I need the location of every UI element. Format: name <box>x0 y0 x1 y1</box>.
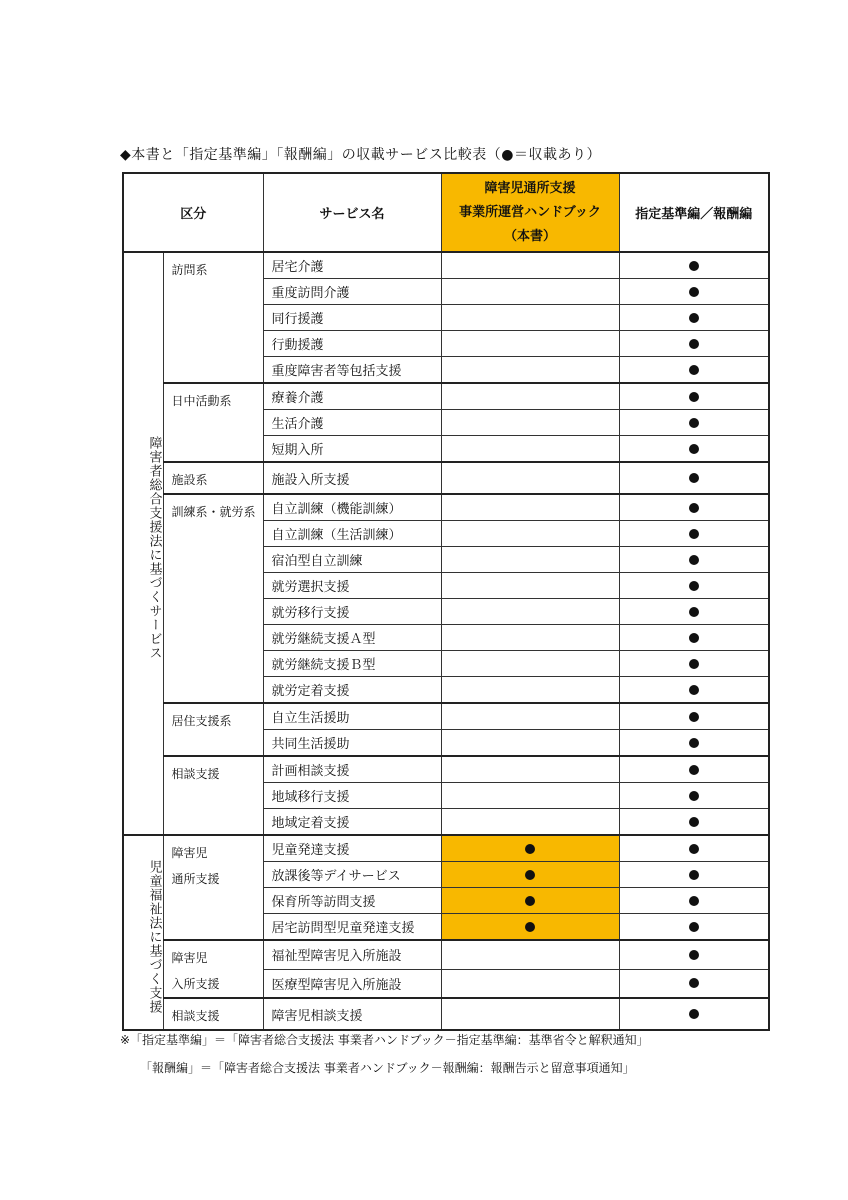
included-dot-icon <box>689 555 699 565</box>
other-cell <box>619 888 769 914</box>
included-dot-icon <box>689 791 699 801</box>
other-cell <box>619 625 769 651</box>
included-dot-icon <box>689 473 699 483</box>
table-row <box>123 940 769 969</box>
footnote-1: ※「指定基準編」＝「障害者総合支援法 事業者ハンドブック－指定基準編：基準省令と解釈通知」 <box>120 1033 649 1047</box>
book-cell <box>441 625 619 651</box>
other-cell <box>619 462 769 494</box>
other-cell <box>619 436 769 463</box>
included-dot-icon <box>525 844 535 854</box>
other-cell <box>619 914 769 941</box>
other-cell <box>619 835 769 862</box>
book-cell <box>441 914 619 941</box>
subgroup-label <box>163 494 263 703</box>
table-row <box>123 252 769 279</box>
service-name: 地域定着支援 <box>263 809 441 836</box>
included-dot-icon <box>689 418 699 428</box>
subgroup-label-line: 障害児 <box>171 951 208 965</box>
service-name: 自立生活援助 <box>263 703 441 730</box>
book-cell <box>441 888 619 914</box>
book-cell <box>441 331 619 357</box>
included-dot-icon <box>689 765 699 775</box>
included-dot-icon <box>689 712 699 722</box>
other-cell <box>619 599 769 625</box>
other-cell <box>619 279 769 305</box>
service-name: 重度訪問介護 <box>263 279 441 305</box>
subgroup-label <box>163 703 263 756</box>
book-cell <box>441 357 619 384</box>
other-cell <box>619 547 769 573</box>
footnote-2: 「報酬編」＝「障害者総合支援法 事業者ハンドブック－報酬編：報酬告示と留意事項通知」 <box>140 1061 635 1075</box>
included-dot-icon <box>689 529 699 539</box>
included-dot-icon <box>689 896 699 906</box>
included-dot-icon <box>689 365 699 375</box>
service-name: 重度障害者等包括支援 <box>263 357 441 384</box>
included-dot-icon <box>689 261 699 271</box>
book-cell <box>441 677 619 704</box>
service-name: 同行援護 <box>263 305 441 331</box>
service-name: 放課後等デイサービス <box>263 862 441 888</box>
table-row <box>123 835 769 862</box>
service-name: 計画相談支援 <box>263 756 441 783</box>
service-name: 療養介護 <box>263 383 441 410</box>
other-cell <box>619 410 769 436</box>
other-cell <box>619 305 769 331</box>
included-dot-icon <box>689 444 699 454</box>
included-dot-icon <box>689 503 699 513</box>
included-dot-icon <box>689 313 699 323</box>
included-dot-icon <box>689 922 699 932</box>
included-dot-icon <box>689 870 699 880</box>
other-cell <box>619 252 769 279</box>
book-cell <box>441 862 619 888</box>
subgroup-label-line: 相談支援 <box>171 1009 220 1023</box>
book-cell <box>441 521 619 547</box>
book-cell <box>441 835 619 862</box>
book-cell <box>441 383 619 410</box>
other-cell <box>619 703 769 730</box>
subgroup-label-line: 訪問系 <box>171 263 208 277</box>
book-cell <box>441 599 619 625</box>
header-row <box>123 173 769 252</box>
service-name: 保育所等訪問支援 <box>263 888 441 914</box>
book-cell <box>441 410 619 436</box>
book-cell <box>441 494 619 521</box>
page-title: ◆本書と「指定基準編」「報酬編」の収載サービス比較表（●＝収載あり） <box>120 147 601 163</box>
subgroup-label <box>163 756 263 835</box>
included-dot-icon <box>525 870 535 880</box>
service-name: 施設入所支援 <box>263 462 441 494</box>
included-dot-icon <box>689 844 699 854</box>
subgroup-label <box>163 252 263 383</box>
service-name: 就労継続支援Ａ型 <box>263 625 441 651</box>
other-cell <box>619 940 769 969</box>
included-dot-icon <box>689 339 699 349</box>
book-cell <box>441 573 619 599</box>
table-row <box>123 462 769 494</box>
other-cell <box>619 756 769 783</box>
other-cell <box>619 677 769 704</box>
book-cell <box>441 703 619 730</box>
subgroup-label-line: 施設系 <box>171 473 208 487</box>
table-row <box>123 383 769 410</box>
other-cell <box>619 521 769 547</box>
other-cell <box>619 730 769 757</box>
other-cell <box>619 809 769 836</box>
header-other: 指定基準編／報酬編 <box>619 173 769 252</box>
other-cell <box>619 357 769 384</box>
included-dot-icon <box>689 950 699 960</box>
included-dot-icon <box>689 633 699 643</box>
service-name: 就労継続支援Ｂ型 <box>263 651 441 677</box>
service-name: 居宅介護 <box>263 252 441 279</box>
book-cell <box>441 730 619 757</box>
other-cell <box>619 862 769 888</box>
book-cell <box>441 436 619 463</box>
service-name: 宿泊型自立訓練 <box>263 547 441 573</box>
header-category: 区分 <box>123 173 263 252</box>
book-cell <box>441 969 619 998</box>
included-dot-icon <box>525 922 535 932</box>
service-name: 就労移行支援 <box>263 599 441 625</box>
book-cell <box>441 940 619 969</box>
included-dot-icon <box>689 287 699 297</box>
group-label-text: 児童福祉法に基づく支援 <box>146 859 162 1014</box>
service-name: 福祉型障害児入所施設 <box>263 940 441 969</box>
service-name: 障害児相談支援 <box>263 998 441 1030</box>
service-name: 自立訓練（機能訓練） <box>263 494 441 521</box>
subgroup-label <box>163 940 263 998</box>
service-name: 地域移行支援 <box>263 783 441 809</box>
subgroup-label-line: 入所支援 <box>171 977 220 991</box>
other-cell <box>619 494 769 521</box>
book-cell <box>441 651 619 677</box>
other-cell <box>619 969 769 998</box>
table-row <box>123 494 769 521</box>
book-cell <box>441 462 619 494</box>
service-name: 生活介護 <box>263 410 441 436</box>
table-row <box>123 703 769 730</box>
included-dot-icon <box>689 685 699 695</box>
subgroup-label-line: 相談支援 <box>171 767 220 781</box>
group-label <box>123 835 163 1030</box>
book-cell <box>441 547 619 573</box>
book-cell <box>441 809 619 836</box>
included-dot-icon <box>689 738 699 748</box>
included-dot-icon <box>689 1009 699 1019</box>
subgroup-label <box>163 383 263 462</box>
book-cell <box>441 756 619 783</box>
included-dot-icon <box>689 392 699 402</box>
subgroup-label <box>163 462 263 494</box>
group-label <box>123 252 163 835</box>
subgroup-label <box>163 835 263 940</box>
subgroup-label-line: 居住支援系 <box>171 714 232 728</box>
table-row <box>123 756 769 783</box>
other-cell <box>619 651 769 677</box>
included-dot-icon <box>689 817 699 827</box>
service-name: 自立訓練（生活訓練） <box>263 521 441 547</box>
book-cell <box>441 305 619 331</box>
service-name: 児童発達支援 <box>263 835 441 862</box>
other-cell <box>619 331 769 357</box>
service-name: 就労定着支援 <box>263 677 441 704</box>
service-name: 医療型障害児入所施設 <box>263 969 441 998</box>
other-cell <box>619 783 769 809</box>
book-cell <box>441 252 619 279</box>
header-book <box>441 173 619 252</box>
subgroup-label-line: 日中活動系 <box>171 394 232 408</box>
group-label-text: 障害者総合支援法に基づくサービス <box>146 435 162 660</box>
book-cell <box>441 783 619 809</box>
header-book-line-3: （本書） <box>504 228 557 244</box>
service-name: 就労選択支援 <box>263 573 441 599</box>
subgroup-label-line: 通所支援 <box>171 872 220 886</box>
service-name: 短期入所 <box>263 436 441 463</box>
included-dot-icon <box>689 607 699 617</box>
book-cell <box>441 279 619 305</box>
header-service: サービス名 <box>263 173 441 252</box>
included-dot-icon <box>525 896 535 906</box>
service-name: 居宅訪問型児童発達支援 <box>263 914 441 941</box>
service-name: 共同生活援助 <box>263 730 441 757</box>
included-dot-icon <box>689 659 699 669</box>
comparison-table <box>122 172 770 1031</box>
header-book-line-2: 事業所運営ハンドブック <box>459 204 601 220</box>
other-cell <box>619 573 769 599</box>
footnotes <box>120 1026 649 1082</box>
service-name: 行動援護 <box>263 331 441 357</box>
header-book-line-1: 障害児通所支援 <box>484 180 576 196</box>
subgroup-label-line: 訓練系・就労系 <box>171 505 256 519</box>
subgroup-label-line: 障害児 <box>171 846 208 860</box>
other-cell <box>619 383 769 410</box>
included-dot-icon <box>689 581 699 591</box>
included-dot-icon <box>689 978 699 988</box>
